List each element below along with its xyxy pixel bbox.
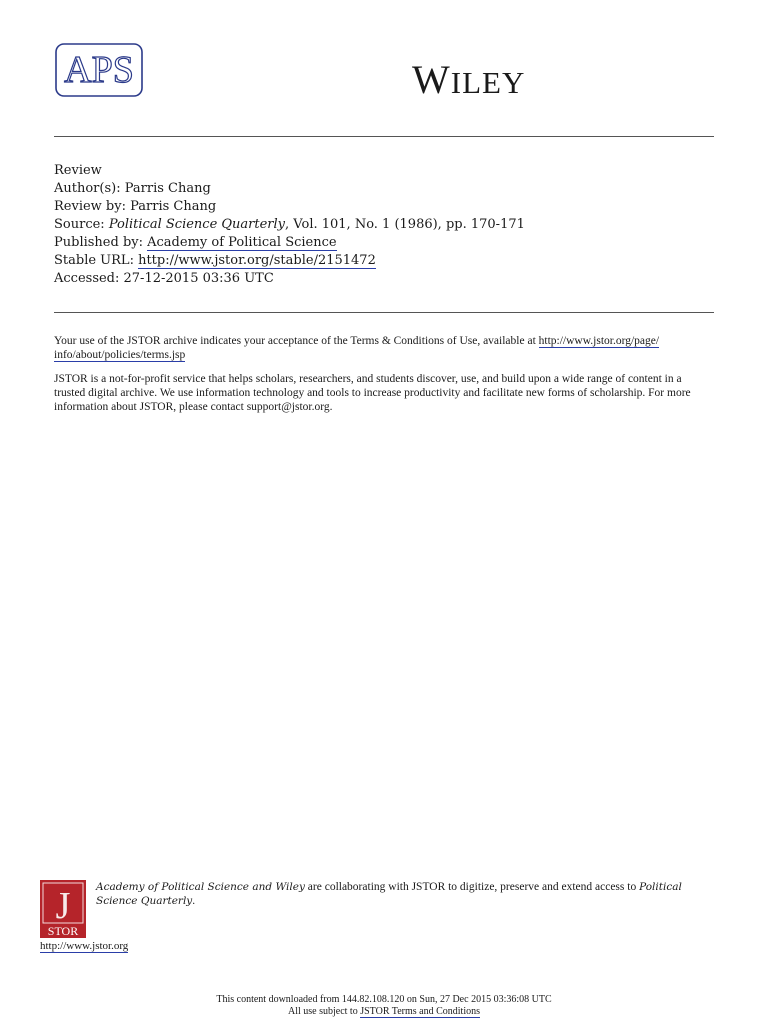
- footer: [0, 994, 768, 1018]
- review-by-line: [54, 198, 525, 216]
- jstor-logo-text: STOR: [47, 924, 79, 938]
- terms-block: [54, 334, 714, 424]
- wiley-logo-text: WILEY: [412, 57, 526, 102]
- source-line: [54, 216, 525, 234]
- jstor-url-link[interactable]: http://www.jstor.org: [40, 940, 129, 952]
- stable-url-label: Stable URL:: [54, 253, 139, 268]
- wiley-logo: [412, 57, 526, 102]
- accessed-value: 27-12-2015 03:36 UTC: [123, 271, 274, 286]
- source-label: Source:: [54, 217, 109, 232]
- aps-logo: [54, 42, 144, 98]
- published-line: [54, 234, 525, 252]
- collab-text: are collaborating with JSTOR to digitize, preserve and extend access to: [304, 881, 640, 893]
- terms-paragraph: [54, 334, 714, 362]
- jstor-logo[interactable]: [40, 880, 86, 938]
- publisher-link[interactable]: Academy of Political Science: [147, 235, 337, 250]
- accessed-line: [54, 270, 525, 288]
- download-info: This content downloaded from 144.82.108.120 on Sun, 27 Dec 2015 03:36:08 UTC: [216, 994, 552, 1005]
- source-details: , Vol. 101, No. 1 (1986), pp. 170-171: [285, 217, 525, 232]
- published-label: Published by:: [54, 235, 148, 250]
- terms-link-part2[interactable]: info/about/policies/terms.jsp: [54, 349, 186, 361]
- terms-notice: [0, 1006, 768, 1018]
- terms-notice-prefix: All use subject to: [288, 1006, 361, 1017]
- citation-block: [54, 162, 525, 288]
- collaboration-note: [96, 880, 708, 908]
- review-by-label: Review by:: [54, 199, 131, 214]
- review-by-value: Parris Chang: [130, 199, 217, 214]
- collab-partners: Academy of Political Science and Wiley: [96, 881, 305, 893]
- jstor-terms-link[interactable]: JSTOR Terms and Conditions: [360, 1006, 480, 1017]
- authors-line: [54, 180, 525, 198]
- stable-url-line: [54, 252, 525, 270]
- accessed-label: Accessed:: [54, 271, 124, 286]
- top-divider: [54, 136, 714, 137]
- jstor-description: JSTOR is a not-for-profit service that helps scholars, researchers, and students discover, use, and build upon a wide range of content in a trusted digital archive. We use information technology and tools to increase productivity and facilitate new forms of scholarship. For more information about JSTOR, please contact support@jstor.org.: [54, 373, 691, 413]
- authors-value: Parris Chang: [124, 181, 211, 196]
- svg-text:J: J: [55, 885, 71, 927]
- terms-link-part1[interactable]: http://www.jstor.org/page/: [538, 335, 660, 347]
- middle-divider: [54, 312, 714, 313]
- collab-journal: Political Science Quarterly: [96, 881, 682, 907]
- authors-label: Author(s):: [54, 181, 125, 196]
- stable-url-link[interactable]: http://www.jstor.org/stable/2151472: [138, 253, 376, 268]
- jstor-url-line: [40, 940, 128, 952]
- aps-logo-text: APS: [64, 49, 134, 91]
- terms-text: Your use of the JSTOR archive indicates your acceptance of the Terms & Conditions of Use, available at: [54, 335, 539, 347]
- review-type: Review: [54, 163, 102, 178]
- source-journal: Political Science Quarterly: [108, 217, 286, 232]
- collab-end: .: [192, 895, 196, 907]
